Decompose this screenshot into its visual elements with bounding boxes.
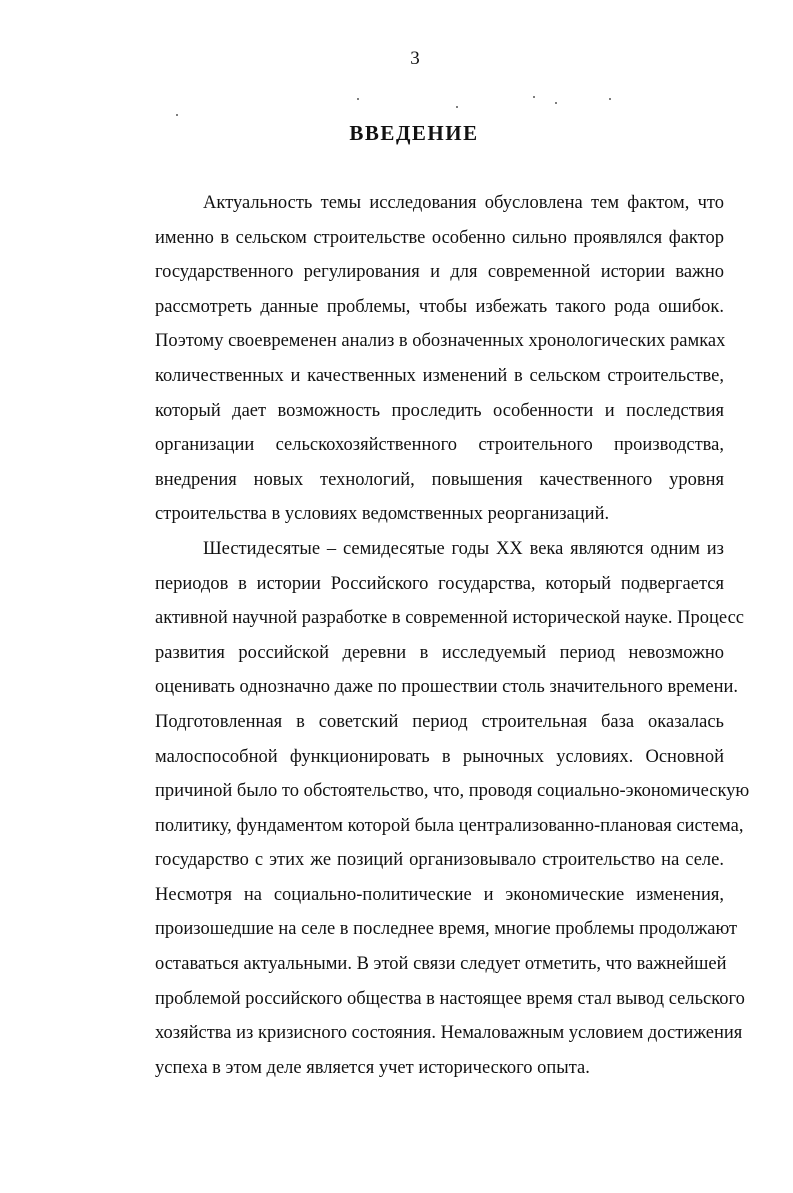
scan-speck	[456, 106, 458, 108]
text-line: малоспособной функционировать в рыночных условиях. Основной	[155, 746, 724, 767]
text-line: произошедшие на селе в последнее время, многие проблемы продолжают	[155, 919, 738, 940]
text-line: рассмотреть данные проблемы, чтобы избежать такого рода ошибок.	[155, 296, 724, 317]
text-line: оценивать однозначно даже по прошествии столь значительного времени.	[155, 677, 739, 698]
text-line: развития российской деревни в исследуемый период невозможно	[155, 642, 724, 663]
text-line: успеха в этом деле является учет исторического опыта.	[155, 1057, 590, 1078]
text-line: Поэтому своевременен анализ в обозначенных хронологических рамках	[155, 331, 726, 352]
text-line: государство с этих же позиций организовывало строительство на селе.	[155, 850, 724, 871]
text-line: государственного регулирования и для современной истории важно	[155, 262, 724, 283]
scan-speck	[357, 98, 359, 100]
text-line: организации сельскохозяйственного строительного производства,	[155, 435, 724, 456]
text-line: Шестидесятые – семидесятые годы XX века являются одним из	[203, 538, 724, 559]
paragraph-1	[107, 186, 724, 532]
text-line: внедрения новых технологий, повышения качественного уровня	[155, 469, 724, 490]
body-text	[107, 186, 750, 1085]
text-line: хозяйства из кризисного состояния. Немаловажным условием достижения	[155, 1023, 743, 1044]
text-line: активной научной разработке в современной исторической науке. Процесс	[155, 608, 744, 629]
text-line: политику, фундаментом которой была централизованно-плановая система,	[155, 815, 744, 836]
text-line: проблемой российского общества в настоящее время стал вывод сельского	[155, 988, 745, 1009]
text-line: который дает возможность проследить особенности и последствия	[155, 400, 724, 421]
section-title: ВВЕДЕНИЕ	[349, 121, 479, 145]
page-number: 3	[410, 48, 420, 69]
text-line: оставаться актуальными. В этой связи следует отметить, что важнейшей	[155, 954, 727, 975]
text-line: именно в сельском строительстве особенно сильно проявлялся фактор	[155, 227, 724, 248]
scan-speck	[176, 114, 178, 116]
scan-speck	[533, 96, 535, 98]
scan-speck	[555, 102, 557, 104]
text-line: Подготовленная в советский период строительная база оказалась	[155, 711, 724, 732]
text-line: строительства в условиях ведомственных реорганизаций.	[155, 504, 610, 525]
text-line: Актуальность темы исследования обусловлена тем фактом, что	[203, 193, 724, 213]
scan-speck	[609, 98, 611, 100]
text-line: Несмотря на социально-политические и экономические изменения,	[155, 884, 724, 905]
text-line: периодов в истории Российского государства, который подвергается	[155, 573, 724, 594]
text-line: количественных и качественных изменений в сельском строительстве,	[155, 365, 724, 386]
paragraph-2	[107, 532, 750, 1086]
text-line: причиной было то обстоятельство, что, проводя социально-экономическую	[155, 781, 750, 802]
